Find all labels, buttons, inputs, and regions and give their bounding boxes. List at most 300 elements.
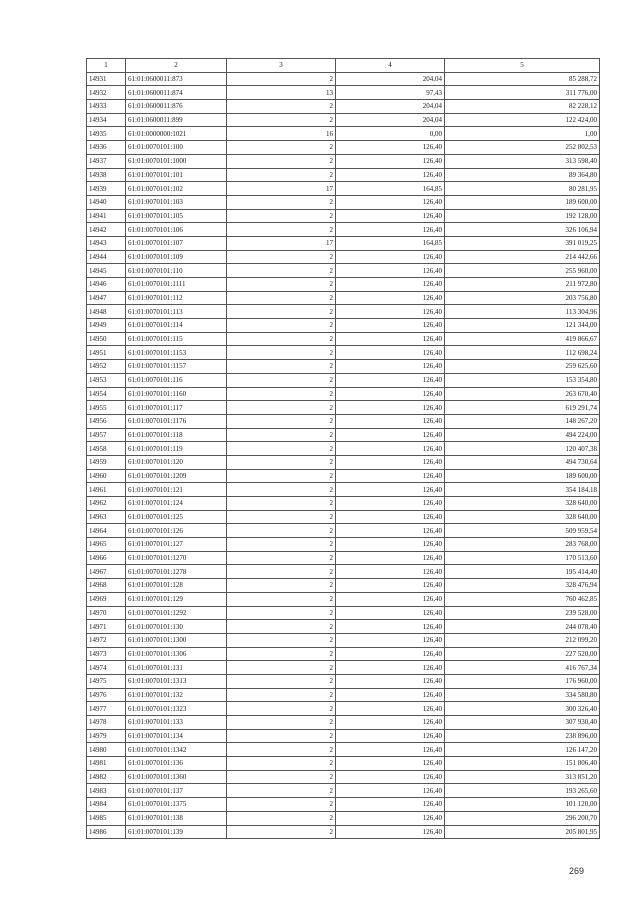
table-row	[87, 743, 600, 757]
rate-cell: 126,40	[336, 770, 445, 784]
cadastral-number-cell: 61:01:0070101:126	[126, 524, 227, 538]
row-number-cell: 14974	[87, 661, 126, 675]
table-row	[87, 661, 600, 675]
header-cell-5: 5	[445, 59, 600, 73]
cadastral-number-cell: 61:01:0070101:1375	[126, 798, 227, 812]
cadastral-number-cell: 61:01:0070101:107	[126, 236, 227, 250]
table-row	[87, 702, 600, 716]
row-number-cell: 14954	[87, 387, 126, 401]
table-body	[87, 72, 600, 839]
cadastral-number-cell: 61:01:0070101:1000	[126, 154, 227, 168]
page-number: 269	[568, 866, 584, 876]
cadastral-number-cell: 61:01:0070101:130	[126, 620, 227, 634]
row-number-cell: 14933	[87, 100, 126, 114]
row-number-cell: 14938	[87, 168, 126, 182]
row-number-cell: 14969	[87, 592, 126, 606]
header-cell-1: 1	[87, 59, 126, 73]
code-cell: 2	[227, 209, 336, 223]
row-number-cell: 14980	[87, 743, 126, 757]
code-cell: 2	[227, 592, 336, 606]
rate-cell: 126,40	[336, 524, 445, 538]
row-number-cell: 14962	[87, 497, 126, 511]
cadastral-number-cell: 61:01:0070101:136	[126, 757, 227, 771]
table-row	[87, 606, 600, 620]
row-number-cell: 14945	[87, 264, 126, 278]
rate-cell: 126,40	[336, 360, 445, 374]
code-cell: 2	[227, 278, 336, 292]
code-cell: 17	[227, 236, 336, 250]
row-number-cell: 14935	[87, 127, 126, 141]
code-cell: 2	[227, 168, 336, 182]
rate-cell: 126,40	[336, 565, 445, 579]
rate-cell: 126,40	[336, 729, 445, 743]
code-cell: 2	[227, 469, 336, 483]
table-row	[87, 86, 600, 100]
table-row	[87, 154, 600, 168]
rate-cell: 126,40	[336, 620, 445, 634]
row-number-cell: 14943	[87, 236, 126, 250]
cadastral-number-cell: 61:01:0070101:114	[126, 319, 227, 333]
cadastral-number-cell: 61:01:0070101:116	[126, 373, 227, 387]
row-number-cell: 14979	[87, 729, 126, 743]
rate-cell: 164,85	[336, 236, 445, 250]
value-cell: 126 147,20	[445, 743, 600, 757]
cadastral-number-cell: 61:01:0070101:1300	[126, 633, 227, 647]
rate-cell: 126,40	[336, 319, 445, 333]
row-number-cell: 14982	[87, 770, 126, 784]
table-row	[87, 168, 600, 182]
table-row	[87, 373, 600, 387]
rate-cell: 126,40	[336, 825, 445, 839]
value-cell: 244 078,40	[445, 620, 600, 634]
cadastral-number-cell: 61:01:0070101:1360	[126, 770, 227, 784]
table-row	[87, 647, 600, 661]
cadastral-number-cell: 61:01:0070101:1270	[126, 551, 227, 565]
row-number-cell: 14940	[87, 195, 126, 209]
table-row	[87, 401, 600, 415]
code-cell: 2	[227, 551, 336, 565]
table-row	[87, 784, 600, 798]
row-number-cell: 14959	[87, 455, 126, 469]
table-row	[87, 565, 600, 579]
row-number-cell: 14932	[87, 86, 126, 100]
table-row	[87, 757, 600, 771]
value-cell: 328 640,00	[445, 510, 600, 524]
code-cell: 2	[227, 633, 336, 647]
rate-cell: 126,40	[336, 716, 445, 730]
code-cell: 2	[227, 305, 336, 319]
code-cell: 2	[227, 319, 336, 333]
cadastral-number-cell: 61:01:0070101:103	[126, 195, 227, 209]
cadastral-number-cell: 61:01:0070101:101	[126, 168, 227, 182]
code-cell: 2	[227, 373, 336, 387]
value-cell: 307 930,40	[445, 716, 600, 730]
rate-cell: 126,40	[336, 688, 445, 702]
rate-cell: 126,40	[336, 538, 445, 552]
value-cell: 509 959,54	[445, 524, 600, 538]
rate-cell: 126,40	[336, 346, 445, 360]
table-row	[87, 811, 600, 825]
cadastral-number-cell: 61:01:0070101:113	[126, 305, 227, 319]
table-row	[87, 346, 600, 360]
rate-cell: 126,40	[336, 250, 445, 264]
table-row	[87, 209, 600, 223]
row-number-cell: 14967	[87, 565, 126, 579]
code-cell: 2	[227, 72, 336, 86]
cadastral-number-cell: 61:01:0070101:115	[126, 332, 227, 346]
rate-cell: 126,40	[336, 305, 445, 319]
row-number-cell: 14957	[87, 428, 126, 442]
value-cell: 153 354,80	[445, 373, 600, 387]
cadastral-number-cell: 61:01:0070101:1209	[126, 469, 227, 483]
code-cell: 2	[227, 442, 336, 456]
rate-cell: 126,40	[336, 757, 445, 771]
cadastral-number-cell: 61:01:0070101:112	[126, 291, 227, 305]
rate-cell: 126,40	[336, 798, 445, 812]
cadastral-table	[86, 58, 600, 839]
code-cell: 2	[227, 223, 336, 237]
cadastral-number-cell: 61:01:0070101:134	[126, 729, 227, 743]
code-cell: 2	[227, 811, 336, 825]
row-number-cell: 14971	[87, 620, 126, 634]
code-cell: 2	[227, 332, 336, 346]
rate-cell: 126,40	[336, 264, 445, 278]
cadastral-number-cell: 61:01:0070101:1323	[126, 702, 227, 716]
table-row	[87, 510, 600, 524]
rate-cell: 126,40	[336, 483, 445, 497]
value-cell: 120 407,38	[445, 442, 600, 456]
cadastral-number-cell: 61:01:0070101:1278	[126, 565, 227, 579]
table-row	[87, 250, 600, 264]
table-row	[87, 113, 600, 127]
cadastral-number-cell: 61:01:0070101:121	[126, 483, 227, 497]
value-cell: 151 806,40	[445, 757, 600, 771]
code-cell: 2	[227, 250, 336, 264]
code-cell: 2	[227, 538, 336, 552]
cadastral-number-cell: 61:01:0070101:129	[126, 592, 227, 606]
cadastral-number-cell: 61:01:0070101:100	[126, 141, 227, 155]
rate-cell: 97,43	[336, 86, 445, 100]
header-cell-4: 4	[336, 59, 445, 73]
value-cell: 494 730,64	[445, 455, 600, 469]
value-cell: 214 442,66	[445, 250, 600, 264]
table-row	[87, 579, 600, 593]
value-cell: 326 106,94	[445, 223, 600, 237]
rate-cell: 204,04	[336, 100, 445, 114]
rate-cell: 126,40	[336, 510, 445, 524]
table-row	[87, 592, 600, 606]
value-cell: 239 528,00	[445, 606, 600, 620]
rate-cell: 126,40	[336, 661, 445, 675]
rate-cell: 126,40	[336, 291, 445, 305]
cadastral-number-cell: 61:01:0600011:899	[126, 113, 227, 127]
cadastral-number-cell: 61:01:0070101:128	[126, 579, 227, 593]
cadastral-number-cell: 61:01:0070101:120	[126, 455, 227, 469]
code-cell: 2	[227, 825, 336, 839]
cadastral-number-cell: 61:01:0070101:127	[126, 538, 227, 552]
rate-cell: 126,40	[336, 141, 445, 155]
row-number-cell: 14937	[87, 154, 126, 168]
row-number-cell: 14985	[87, 811, 126, 825]
code-cell: 2	[227, 798, 336, 812]
value-cell: 760 462,85	[445, 592, 600, 606]
value-cell: 328 640,00	[445, 497, 600, 511]
row-number-cell: 14949	[87, 319, 126, 333]
row-number-cell: 14934	[87, 113, 126, 127]
cadastral-number-cell: 61:01:0600011:876	[126, 100, 227, 114]
rate-cell: 126,40	[336, 551, 445, 565]
cadastral-number-cell: 61:01:0070101:109	[126, 250, 227, 264]
cadastral-number-cell: 61:01:0070101:138	[126, 811, 227, 825]
rate-cell: 126,40	[336, 154, 445, 168]
table-row	[87, 182, 600, 196]
cadastral-number-cell: 61:01:0070101:1157	[126, 360, 227, 374]
rate-cell: 126,40	[336, 647, 445, 661]
row-number-cell: 14946	[87, 278, 126, 292]
value-cell: 176 960,00	[445, 674, 600, 688]
code-cell: 2	[227, 483, 336, 497]
cadastral-number-cell: 61:01:0070101:1306	[126, 647, 227, 661]
value-cell: 334 580,80	[445, 688, 600, 702]
row-number-cell: 14952	[87, 360, 126, 374]
code-cell: 2	[227, 141, 336, 155]
value-cell: 313 851,20	[445, 770, 600, 784]
code-cell: 2	[227, 414, 336, 428]
code-cell: 2	[227, 661, 336, 675]
cadastral-number-cell: 61:01:0070101:102	[126, 182, 227, 196]
row-number-cell: 14963	[87, 510, 126, 524]
cadastral-number-cell: 61:01:0070101:124	[126, 497, 227, 511]
row-number-cell: 14973	[87, 647, 126, 661]
rate-cell: 126,40	[336, 168, 445, 182]
value-cell: 1,00	[445, 127, 600, 141]
rate-cell: 126,40	[336, 469, 445, 483]
rate-cell: 126,40	[336, 401, 445, 415]
rate-cell: 204,04	[336, 113, 445, 127]
code-cell: 2	[227, 154, 336, 168]
row-number-cell: 14953	[87, 373, 126, 387]
cadastral-number-cell: 61:01:0600011:874	[126, 86, 227, 100]
cadastral-number-cell: 61:01:0070101:1111	[126, 278, 227, 292]
code-cell: 2	[227, 497, 336, 511]
code-cell: 2	[227, 428, 336, 442]
value-cell: 419 866,67	[445, 332, 600, 346]
rate-cell: 126,40	[336, 332, 445, 346]
rate-cell: 164,85	[336, 182, 445, 196]
table-row	[87, 442, 600, 456]
code-cell: 2	[227, 346, 336, 360]
rate-cell: 126,40	[336, 414, 445, 428]
rate-cell: 0,00	[336, 127, 445, 141]
table-row	[87, 620, 600, 634]
row-number-cell: 14931	[87, 72, 126, 86]
code-cell: 2	[227, 579, 336, 593]
code-cell: 2	[227, 195, 336, 209]
value-cell: 300 326,40	[445, 702, 600, 716]
row-number-cell: 14970	[87, 606, 126, 620]
value-cell: 193 265,60	[445, 784, 600, 798]
row-number-cell: 14972	[87, 633, 126, 647]
value-cell: 112 698,24	[445, 346, 600, 360]
value-cell: 494 224,00	[445, 428, 600, 442]
row-number-cell: 14956	[87, 414, 126, 428]
value-cell: 170 513,60	[445, 551, 600, 565]
value-cell: 391 019,25	[445, 236, 600, 250]
code-cell: 16	[227, 127, 336, 141]
rate-cell: 126,40	[336, 606, 445, 620]
value-cell: 82 228,12	[445, 100, 600, 114]
row-number-cell: 14984	[87, 798, 126, 812]
table-row	[87, 319, 600, 333]
rate-cell: 126,40	[336, 497, 445, 511]
row-number-cell: 14944	[87, 250, 126, 264]
value-cell: 328 476,94	[445, 579, 600, 593]
code-cell: 2	[227, 716, 336, 730]
row-number-cell: 14936	[87, 141, 126, 155]
table-row	[87, 195, 600, 209]
rate-cell: 126,40	[336, 579, 445, 593]
code-cell: 2	[227, 401, 336, 415]
rate-cell: 126,40	[336, 373, 445, 387]
table-row	[87, 264, 600, 278]
cadastral-number-cell: 61:01:0070101:1342	[126, 743, 227, 757]
value-cell: 255 960,00	[445, 264, 600, 278]
rate-cell: 126,40	[336, 811, 445, 825]
rate-cell: 126,40	[336, 209, 445, 223]
rate-cell: 126,40	[336, 784, 445, 798]
table-row	[87, 497, 600, 511]
value-cell: 619 291,74	[445, 401, 600, 415]
table-row	[87, 428, 600, 442]
row-number-cell: 14941	[87, 209, 126, 223]
header-cell-2: 2	[126, 59, 227, 73]
row-number-cell: 14948	[87, 305, 126, 319]
rate-cell: 126,40	[336, 633, 445, 647]
table-row	[87, 825, 600, 839]
row-number-cell: 14947	[87, 291, 126, 305]
cadastral-number-cell: 61:01:0070101:137	[126, 784, 227, 798]
value-cell: 211 972,80	[445, 278, 600, 292]
table-row	[87, 729, 600, 743]
cadastral-number-cell: 61:01:0070101:125	[126, 510, 227, 524]
table-row	[87, 538, 600, 552]
cadastral-number-cell: 61:01:0070101:110	[126, 264, 227, 278]
rate-cell: 126,40	[336, 278, 445, 292]
code-cell: 2	[227, 757, 336, 771]
row-number-cell: 14966	[87, 551, 126, 565]
code-cell: 2	[227, 360, 336, 374]
table-header	[87, 59, 600, 73]
value-cell: 195 414,40	[445, 565, 600, 579]
value-cell: 212 099,20	[445, 633, 600, 647]
table-row	[87, 100, 600, 114]
code-cell: 2	[227, 264, 336, 278]
value-cell: 89 364,80	[445, 168, 600, 182]
table-row	[87, 414, 600, 428]
code-cell: 2	[227, 510, 336, 524]
value-cell: 313 598,40	[445, 154, 600, 168]
rate-cell: 204,04	[336, 72, 445, 86]
code-cell: 2	[227, 524, 336, 538]
row-number-cell: 14968	[87, 579, 126, 593]
table-row	[87, 223, 600, 237]
code-cell: 2	[227, 647, 336, 661]
code-cell: 2	[227, 291, 336, 305]
value-cell: 189 600,00	[445, 195, 600, 209]
cadastral-number-cell: 61:01:0070101:131	[126, 661, 227, 675]
table-row	[87, 455, 600, 469]
value-cell: 259 625,60	[445, 360, 600, 374]
table-row	[87, 141, 600, 155]
value-cell: 252 802,53	[445, 141, 600, 155]
table-row	[87, 688, 600, 702]
row-number-cell: 14939	[87, 182, 126, 196]
table-row	[87, 360, 600, 374]
cadastral-number-cell: 61:01:0070101:133	[126, 716, 227, 730]
value-cell: 85 288,72	[445, 72, 600, 86]
row-number-cell: 14976	[87, 688, 126, 702]
code-cell: 2	[227, 387, 336, 401]
value-cell: 227 520,00	[445, 647, 600, 661]
code-cell: 13	[227, 86, 336, 100]
table-row	[87, 524, 600, 538]
cadastral-number-cell: 61:01:0000000:1021	[126, 127, 227, 141]
code-cell: 2	[227, 729, 336, 743]
table-row	[87, 278, 600, 292]
table-row	[87, 332, 600, 346]
table-row	[87, 72, 600, 86]
cadastral-number-cell: 61:01:0070101:132	[126, 688, 227, 702]
code-cell: 2	[227, 606, 336, 620]
table-row	[87, 236, 600, 250]
cadastral-number-cell: 61:01:0070101:119	[126, 442, 227, 456]
code-cell: 2	[227, 100, 336, 114]
table-row	[87, 551, 600, 565]
code-cell: 2	[227, 455, 336, 469]
value-cell: 263 670,40	[445, 387, 600, 401]
table-row	[87, 674, 600, 688]
cadastral-number-cell: 61:01:0070101:1313	[126, 674, 227, 688]
value-cell: 283 768,00	[445, 538, 600, 552]
cadastral-number-cell: 61:01:0070101:1160	[126, 387, 227, 401]
rate-cell: 126,40	[336, 592, 445, 606]
table-row	[87, 798, 600, 812]
cadastral-number-cell: 61:01:0070101:1153	[126, 346, 227, 360]
code-cell: 2	[227, 674, 336, 688]
row-number-cell: 14986	[87, 825, 126, 839]
header-cell-3: 3	[227, 59, 336, 73]
rate-cell: 126,40	[336, 702, 445, 716]
row-number-cell: 14942	[87, 223, 126, 237]
rate-cell: 126,40	[336, 674, 445, 688]
code-cell: 2	[227, 770, 336, 784]
table-row	[87, 469, 600, 483]
cadastral-number-cell: 61:01:0070101:105	[126, 209, 227, 223]
table-row	[87, 305, 600, 319]
table-row	[87, 127, 600, 141]
table-row	[87, 291, 600, 305]
rate-cell: 126,40	[336, 743, 445, 757]
rate-cell: 126,40	[336, 428, 445, 442]
row-number-cell: 14977	[87, 702, 126, 716]
row-number-cell: 14975	[87, 674, 126, 688]
row-number-cell: 14958	[87, 442, 126, 456]
value-cell: 205 801,95	[445, 825, 600, 839]
code-cell: 2	[227, 702, 336, 716]
cadastral-number-cell: 61:01:0070101:1292	[126, 606, 227, 620]
cadastral-number-cell: 61:01:0070101:139	[126, 825, 227, 839]
rate-cell: 126,40	[336, 455, 445, 469]
